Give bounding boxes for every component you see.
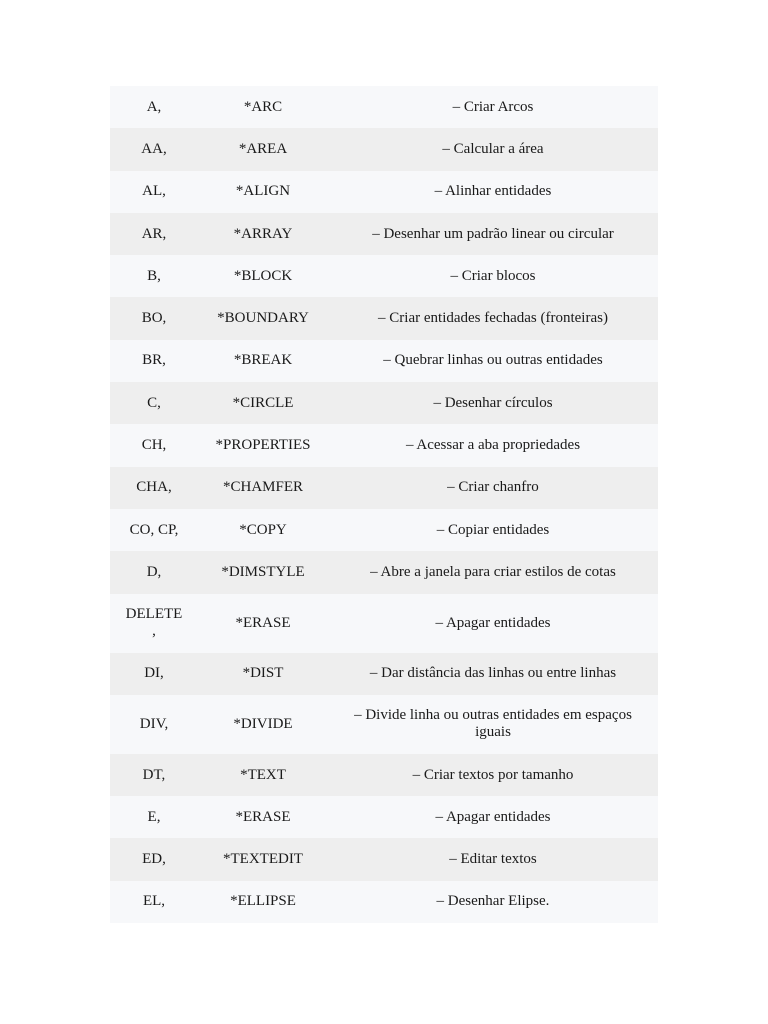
abbreviation-cell: A, <box>146 98 162 115</box>
command-cell: *ELLIPSE <box>230 893 296 910</box>
command-cell: *BLOCK <box>233 267 293 284</box>
abbreviation-cell: B, <box>147 267 161 284</box>
command-cell: *ARRAY <box>233 225 293 242</box>
description-cell: – Desenhar um padrão linear ou circular <box>372 225 614 242</box>
abbreviation-cell: EL, <box>142 893 166 910</box>
description-cell: – Apagar entidades <box>435 808 551 825</box>
description-cell: – Copiar entidades <box>436 521 550 538</box>
abbreviation-cell: D, <box>146 563 162 580</box>
description-cell: – Criar Arcos <box>452 98 534 115</box>
table-row <box>110 340 658 382</box>
table-row <box>110 297 658 339</box>
abbreviation-cell: ED, <box>142 851 166 868</box>
table-row <box>110 594 658 653</box>
table-row <box>110 838 658 880</box>
description-cell: – Desenhar Elipse. <box>436 893 550 910</box>
command-cell: *CIRCLE <box>232 394 294 411</box>
abbreviation-cell: AL, <box>142 183 166 200</box>
table-row <box>110 881 658 923</box>
description-cell: – Criar blocos <box>450 267 536 284</box>
command-table <box>110 86 658 923</box>
command-cell: *BREAK <box>233 352 293 369</box>
description-cell: – Calcular a área <box>442 140 544 157</box>
table-row <box>110 653 658 695</box>
abbreviation-cell: E, <box>147 808 161 825</box>
command-cell: *ALIGN <box>235 183 291 200</box>
command-cell: *ERASE <box>235 614 291 631</box>
abbreviation-cell: DIV, <box>139 715 169 732</box>
table-row <box>110 171 658 213</box>
description-cell: – Alinhar entidades <box>434 183 552 200</box>
description-cell: – Acessar a aba propriedades <box>405 437 581 454</box>
command-cell: *AREA <box>238 140 288 157</box>
table-row <box>110 213 658 255</box>
abbreviation-cell: DT, <box>142 766 166 783</box>
table-row <box>110 424 658 466</box>
description-cell: – Quebrar linhas ou outras entidades <box>383 352 603 369</box>
abbreviation-cell: BO, <box>141 310 167 327</box>
description-cell: – Apagar entidades <box>435 614 551 631</box>
description-cell: – Criar textos por tamanho <box>412 766 574 783</box>
command-cell: *DIMSTYLE <box>221 563 305 580</box>
table-row <box>110 754 658 796</box>
abbreviation-cell: AA, <box>141 140 167 157</box>
description-cell: – Divide linha ou outras entidades em espaços iguais <box>354 707 632 741</box>
abbreviation-cell: CO, CP, <box>129 521 179 538</box>
table-row <box>110 382 658 424</box>
command-cell: *ARC <box>243 98 283 115</box>
description-cell: – Desenhar círculos <box>433 394 553 411</box>
command-cell: *PROPERTIES <box>215 437 311 454</box>
abbreviation-cell: CH, <box>141 437 167 454</box>
table-row <box>110 509 658 551</box>
table-row <box>110 255 658 297</box>
command-cell: *TEXT <box>240 766 286 783</box>
abbreviation-cell: AR, <box>141 225 167 242</box>
table-row <box>110 796 658 838</box>
table-row <box>110 551 658 593</box>
command-cell: *COPY <box>239 521 287 538</box>
command-cell: *CHAMFER <box>222 479 304 496</box>
command-cell: *BOUNDARY <box>217 310 309 327</box>
abbreviation-cell: DI, <box>144 665 164 682</box>
command-cell: *ERASE <box>235 808 291 825</box>
description-cell: – Editar textos <box>449 851 537 868</box>
description-cell: – Criar chanfro <box>447 479 539 496</box>
table-row <box>110 128 658 170</box>
description-cell: – Dar distância das linhas ou entre linhas <box>369 665 617 682</box>
command-cell: *DIVIDE <box>233 715 293 732</box>
table-row <box>110 695 658 754</box>
table-row <box>110 86 658 128</box>
abbreviation-cell: DELETE , <box>125 606 183 640</box>
command-cell: *TEXTEDIT <box>223 851 303 868</box>
description-cell: – Criar entidades fechadas (fronteiras) <box>378 310 608 327</box>
description-cell: – Abre a janela para criar estilos de cotas <box>370 563 616 580</box>
abbreviation-cell: BR, <box>142 352 166 369</box>
table-row <box>110 467 658 509</box>
abbreviation-cell: C, <box>147 394 161 411</box>
abbreviation-cell: CHA, <box>136 479 172 496</box>
command-cell: *DIST <box>242 665 284 682</box>
